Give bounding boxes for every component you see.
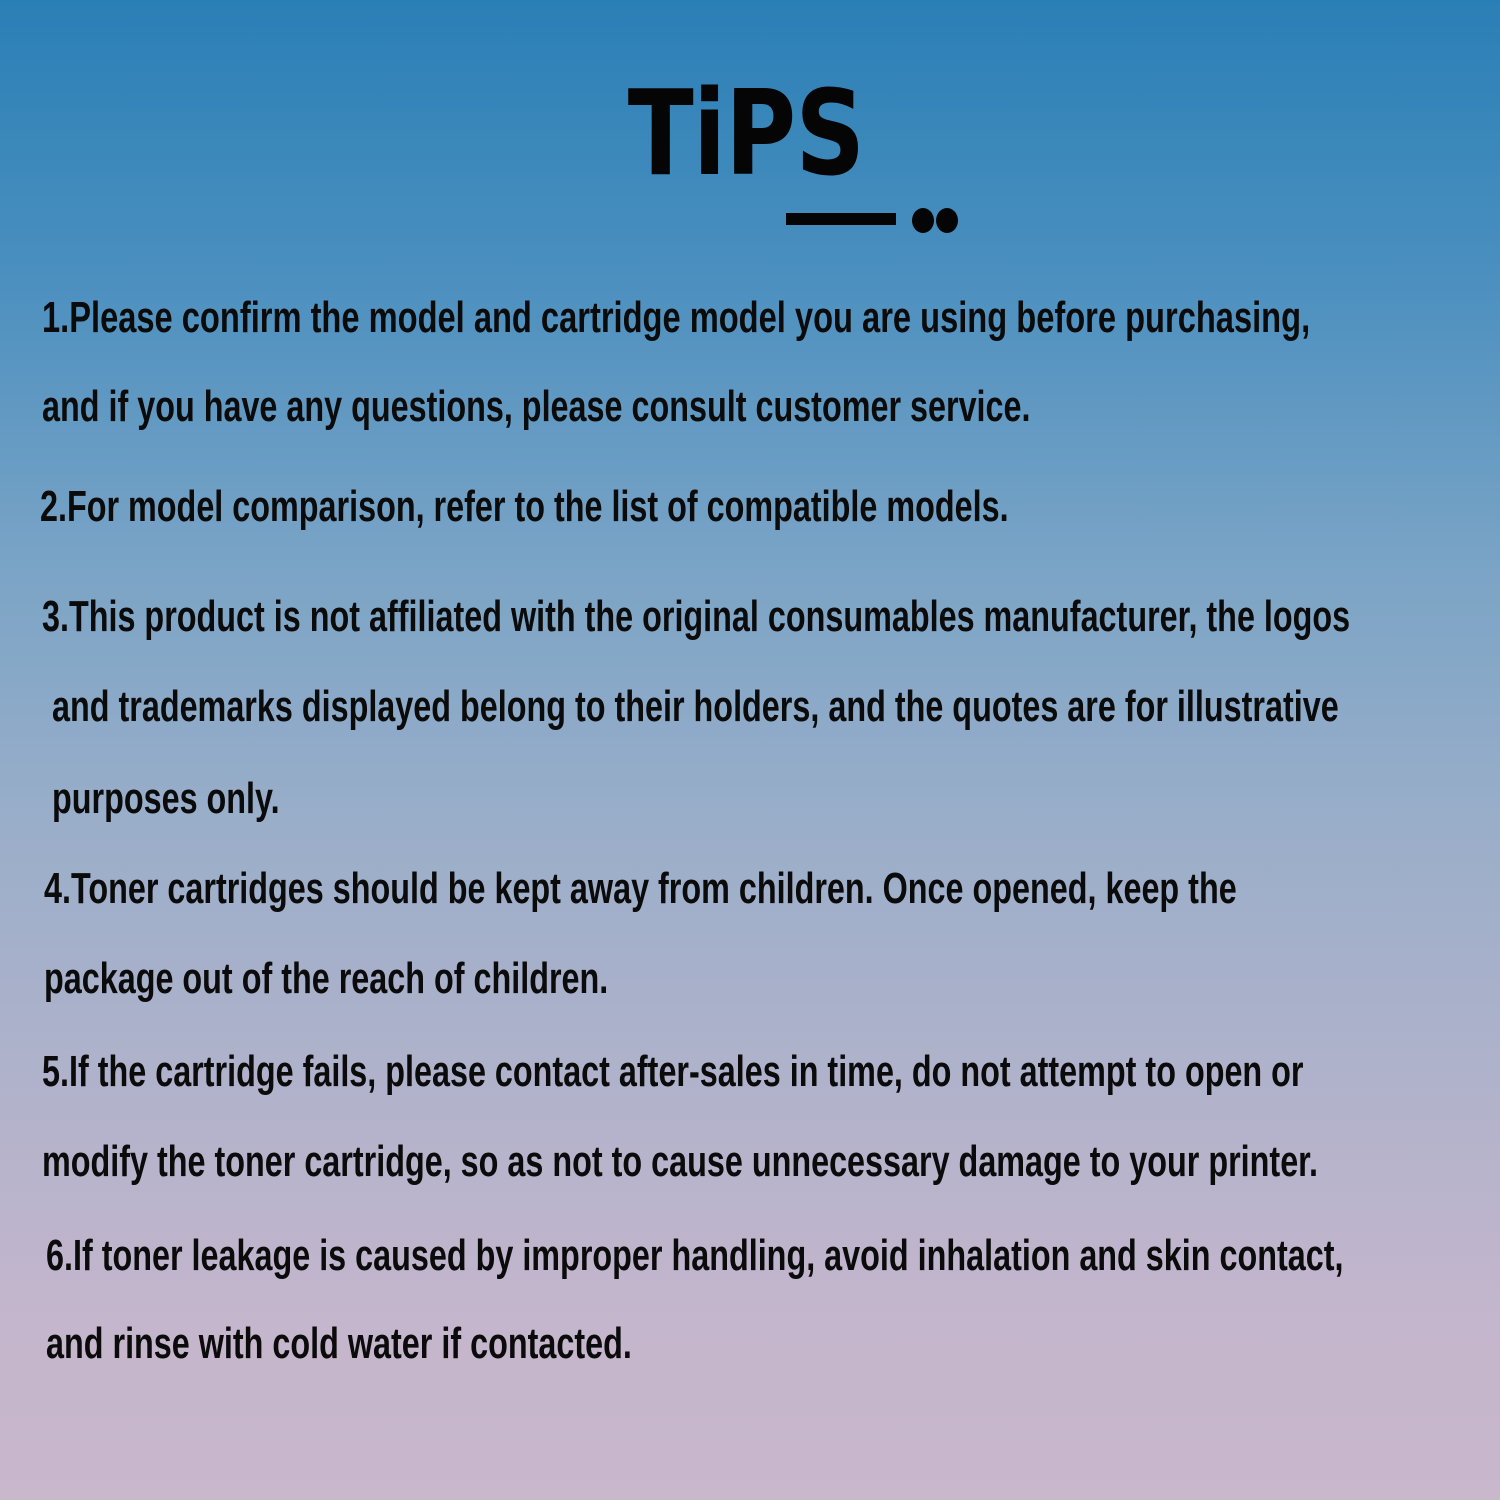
- tip-5-line-1: 5.If the cartridge fails, please contact after-sales in time, do not attempt to open or: [42, 1047, 1304, 1096]
- tip-2-line-1: 2.For model comparison, refer to the list of compatible models.: [40, 482, 1009, 531]
- dot-mark: [936, 208, 958, 233]
- tip-3-line-3: purposes only.: [52, 774, 280, 823]
- tip-1-line-2: and if you have any questions, please consult customer service.: [42, 382, 1031, 431]
- tip-5-line-2: modify the toner cartridge, so as not to cause unnecessary damage to your printer.: [42, 1137, 1318, 1186]
- tip-1-line-1: 1.Please confirm the model and cartridge model you are using before purchasing,: [42, 293, 1311, 342]
- dash-mark: [786, 213, 896, 225]
- tip-4-line-2: package out of the reach of children.: [44, 954, 609, 1003]
- dash-and-dots-divider-icon: [786, 205, 966, 239]
- tip-6-line-1: 6.If toner leakage is caused by improper handling, avoid inhalation and skin contact,: [46, 1231, 1344, 1280]
- tip-4-line-1: 4.Toner cartridges should be kept away from children. Once opened, keep the: [44, 864, 1237, 913]
- dot-mark: [912, 208, 934, 233]
- tip-3-line-2: and trademarks displayed belong to their holders, and the quotes are for illustrative: [52, 682, 1339, 731]
- tip-6-line-2: and rinse with cold water if contacted.: [46, 1319, 632, 1368]
- page-title: TiPS: [627, 64, 865, 202]
- tip-3-line-1: 3.This product is not affiliated with the original consumables manufacturer, the logos: [42, 592, 1351, 641]
